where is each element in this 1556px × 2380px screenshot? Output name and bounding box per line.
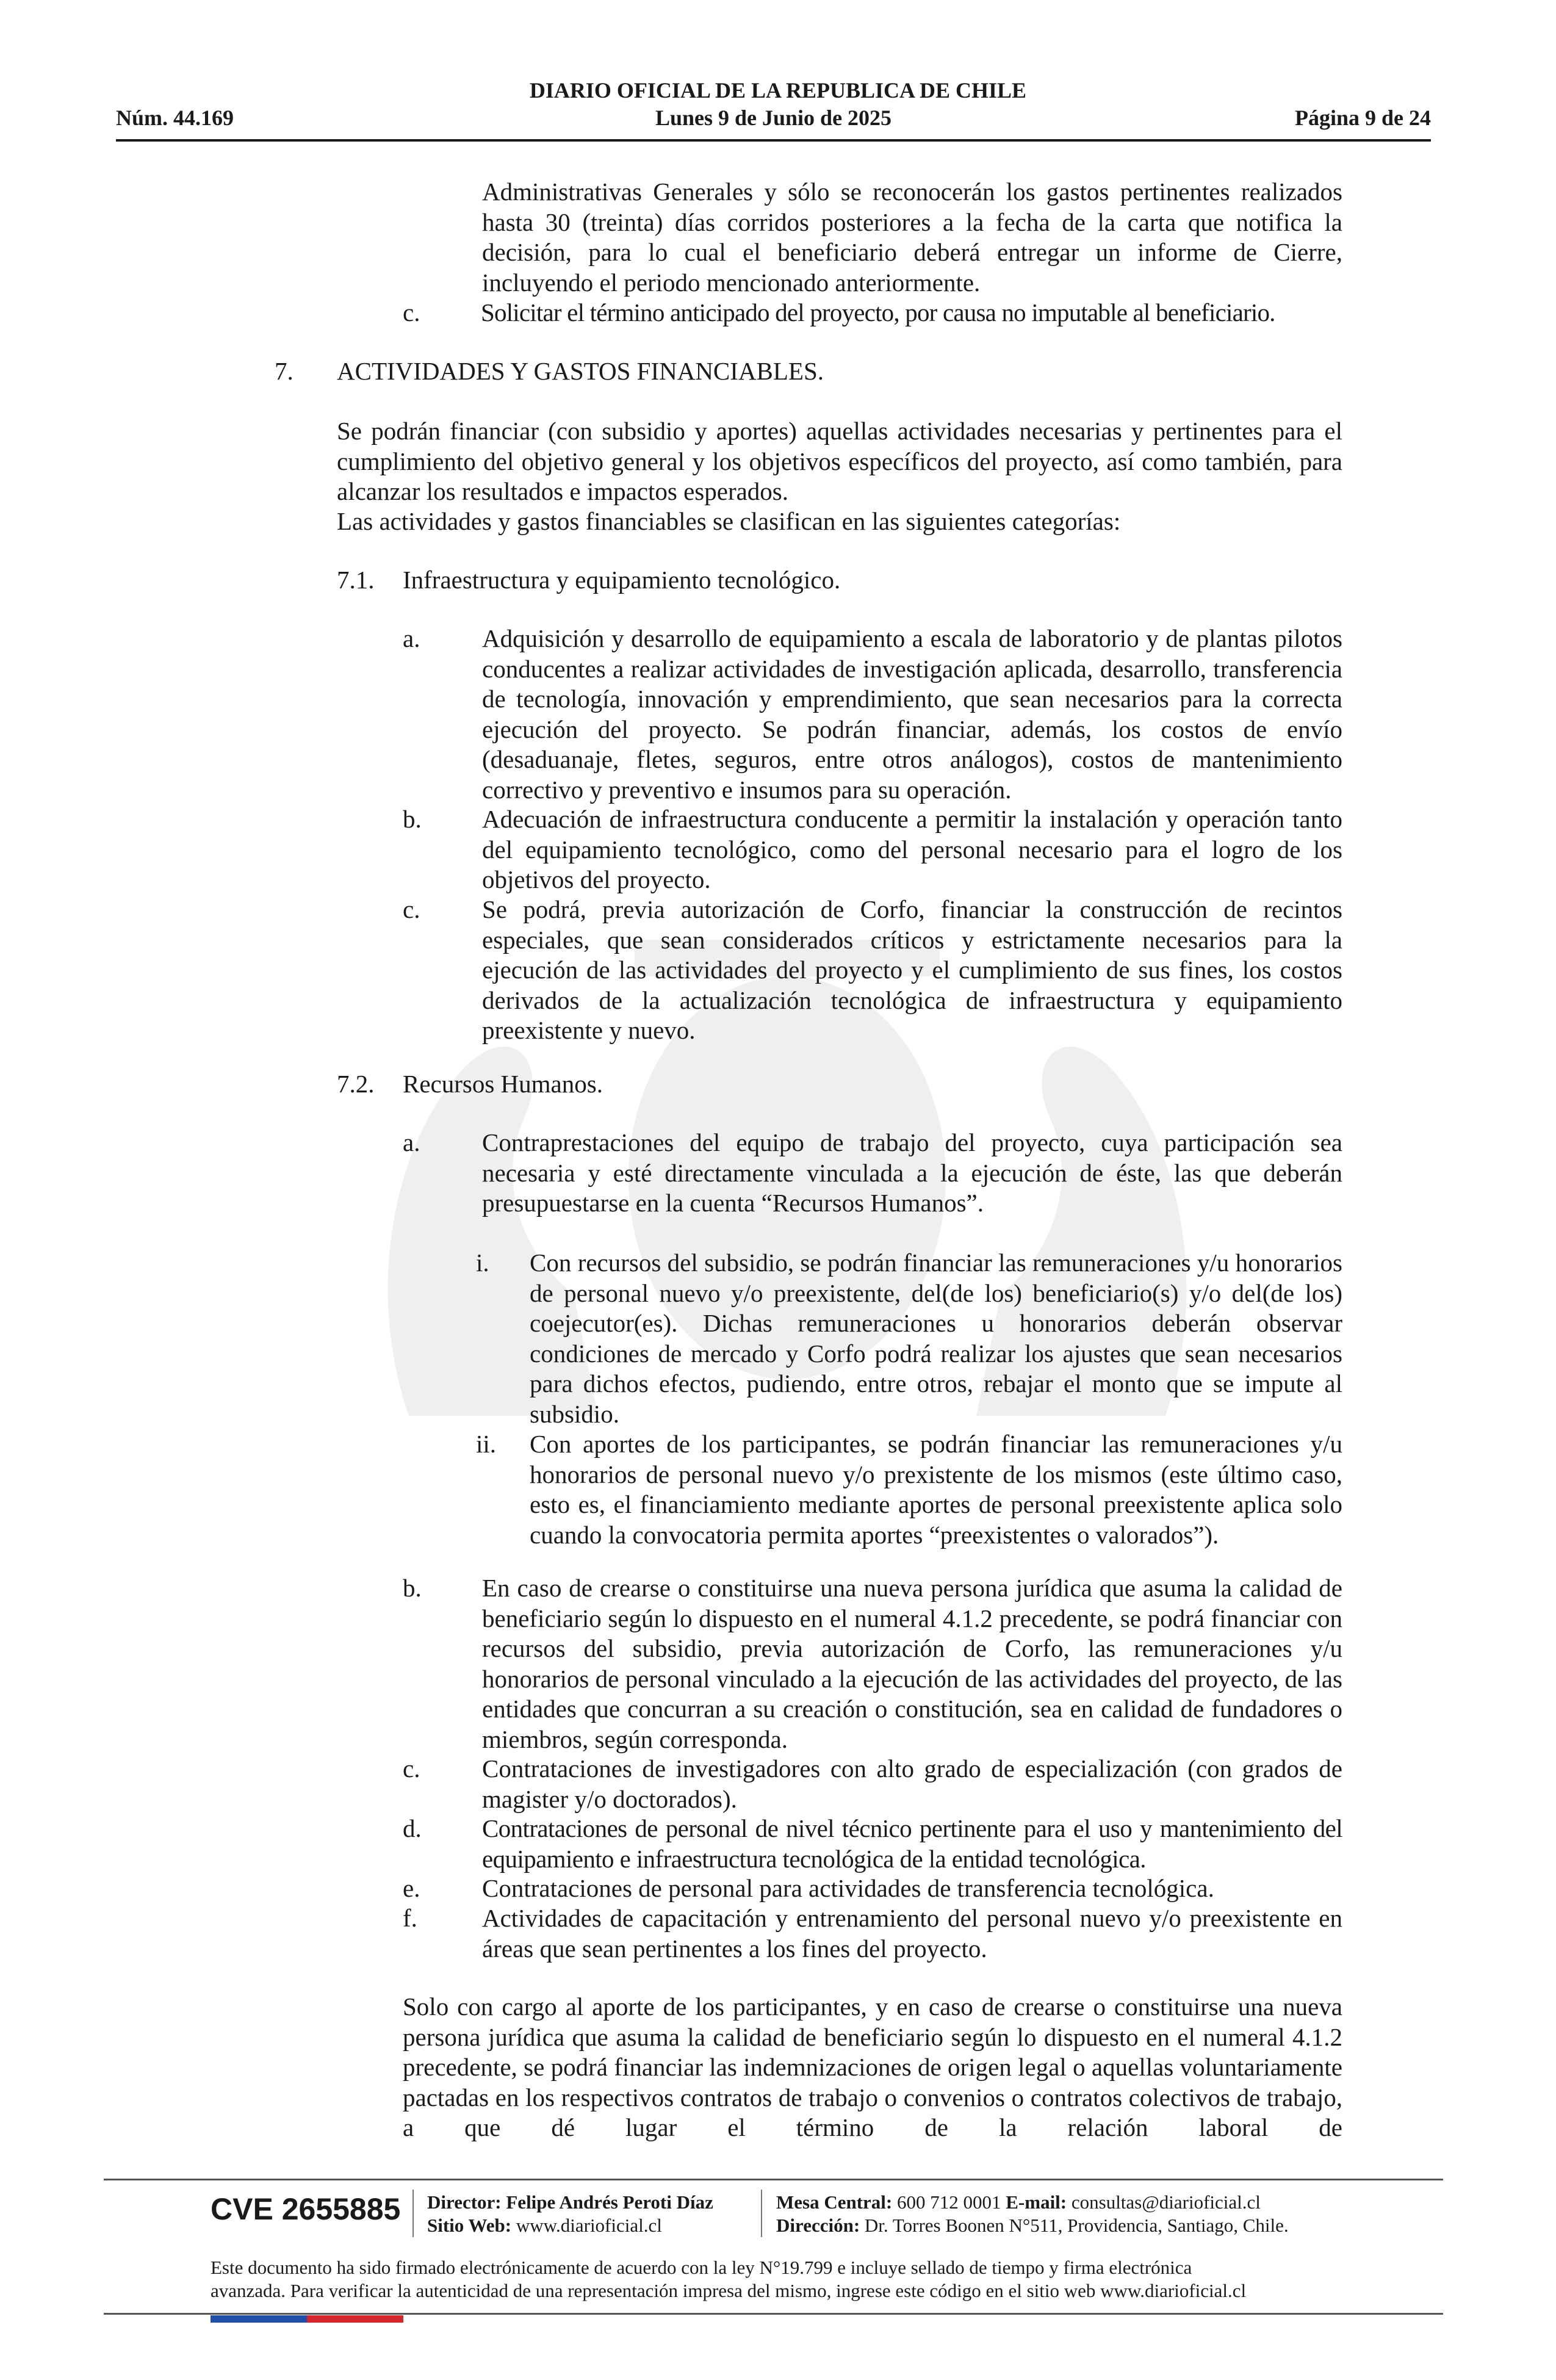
cve-code: CVE 2655885 — [211, 2192, 401, 2226]
list-marker: b. — [403, 805, 422, 833]
list-marker: b. — [403, 1574, 422, 1602]
legal-notice — [211, 2256, 1370, 2302]
roman-item-text: Con aportes de los participantes, se podrán financiar las remuneraciones y/u honorarios de personal nuevo y/o prexistente de los mismos (este último caso, esto es, el financiamiento mediante aportes de personal preexistente aplica solo cuando la convocatoria permita aportes “preexistentes o valorados”). — [530, 1430, 1342, 1549]
list-item-text: Se podrá, previa autorización de Corfo, financiar la construcción de recintos especiales, que sean considerados críticos y estrictamente necesarios para la ejecución de las actividades del proyecto y el cumplimiento de sus fines, los costos derivados de la actualización tecnológica de infraestructura y equipamiento preexistente y nuevo. — [482, 895, 1342, 1044]
footer-divider-top — [104, 2179, 1443, 2180]
mesa-phone: 600 712 0001 — [897, 2191, 1001, 2213]
issue-date: Lunes 9 de Junio de 2025 — [655, 106, 892, 130]
section-title: ACTIVIDADES Y GASTOS FINANCIABLES. — [337, 357, 824, 385]
list-item-text: Actividades de capacitación y entrenamiento del personal nuevo y/o preexistente en áreas que sean pertinentes a los fines del proyecto. — [482, 1904, 1342, 1963]
roman-item-text: Con recursos del subsidio, se podrán financiar las remuneraciones y/u honorarios de personal nuevo y/o preexistente, del(de los) beneficiario(s) y/o del(de los) coejecutor(es). Dichas remuneraciones u honorarios deberán observar condiciones de mercado y Corfo podrá realizar los ajustes que sean necesarios para dichos efectos, pudiendo, entre otros, rebajar el monto que se impute al subsidio. — [530, 1249, 1342, 1428]
list-item-text: Solicitar el término anticipado del proyecto, por causa no imputable al beneficiario. — [481, 298, 1275, 326]
section-intro: Se podrán financiar (con subsidio y aportes) aquellas actividades necesarias y pertinentes para el cumplimiento del objetivo general y los objetivos específicos del proyecto, así como también, para alcanzar los resultados e impactos esperados. — [337, 417, 1342, 505]
director-name: Felipe Andrés Peroti Díaz — [506, 2191, 713, 2213]
subsection-title: Infraestructura y equipamiento tecnológico. — [403, 566, 841, 594]
footer-director-block — [427, 2191, 713, 2237]
flag-stripe-blue — [211, 2315, 307, 2323]
list-marker: f. — [403, 1904, 417, 1932]
footer-separator — [412, 2190, 414, 2237]
roman-marker: ii. — [476, 1430, 497, 1458]
closing-paragraph: Solo con cargo al aporte de los participantes, y en caso de crearse o constituirse una nueva persona jurídica que asuma la calidad de beneficiario según lo dispuesto en el numeral 4.1.2 precedente, se podrá financiar las indemnizaciones de origen legal o aquellas voluntariamente pactadas en los respectivos contratos de trabajo o convenios o contratos colectivos de trabajo, a que dé lugar el término de la relación laboral de — [403, 1992, 1342, 2141]
list-marker: c. — [403, 298, 420, 326]
newspaper-title: DIARIO OFICIAL DE LA REPUBLICA DE CHILE — [529, 78, 1027, 103]
header-row — [116, 106, 1431, 131]
list-marker: e. — [403, 1874, 420, 1902]
subsection-number: 7.1. — [337, 566, 375, 594]
address-label: Dirección: — [776, 2215, 860, 2236]
legal-line-1: Este documento ha sido firmado electrónicamente de acuerdo con la ley N°19.799 e incluye sellado de tiempo y firma electrónica — [211, 2257, 1192, 2278]
list-item-text: Contrataciones de personal de nivel técnico pertinente para el uso y mantenimiento del equipamiento e infraestructura tecnológica de la entidad tecnológica. — [482, 1814, 1342, 1873]
address-text: Dr. Torres Boonen N°511, Providencia, Santiago, Chile. — [864, 2215, 1289, 2236]
list-item-text: Contraprestaciones del equipo de trabajo del proyecto, cuya participación sea necesaria y esté directamente vinculada a la ejecución de éste, las que deberán presupuestarse en la cuenta “Recursos Humanos”. — [482, 1128, 1342, 1217]
section-intro-2: Las actividades y gastos financiables se clasifican en las siguientes categorías: — [337, 507, 1121, 535]
list-marker: d. — [403, 1814, 422, 1842]
list-item-text: En caso de crearse o constituirse una nueva persona jurídica que asuma la calidad de beneficiario según lo dispuesto en el numeral 4.1.2 precedente, se podrá financiar con recursos del subsidio, previa autorización de Corfo, las remuneraciones y/u honorarios de personal vinculado a la ejecución de las actividades del proyecto, de las entidades que concurran a su creación o constitución, sea en calidad de fundadores o miembros, según corresponda. — [482, 1574, 1342, 1753]
list-marker: a. — [403, 1128, 420, 1156]
footer-divider-bottom — [104, 2313, 1443, 2315]
section-number: 7. — [275, 357, 294, 385]
flag-stripe-red — [307, 2315, 403, 2323]
list-marker: a. — [403, 624, 420, 652]
list-item-text: Adecuación de infraestructura conducente a permitir la instalación y operación tanto del equipamiento tecnológico, como del personal necesario para el logro de los objetivos del proyecto. — [482, 805, 1342, 893]
list-marker: c. — [403, 895, 420, 923]
site-label: Sitio Web: — [427, 2215, 512, 2236]
roman-marker: i. — [476, 1249, 489, 1277]
subsection-number: 7.2. — [337, 1070, 375, 1098]
director-label: Director: — [427, 2191, 502, 2213]
email-link[interactable]: consultas@diarioficial.cl — [1071, 2191, 1261, 2213]
continued-paragraph: Administrativas Generales y sólo se reconocerán los gastos pertinentes realizados hasta 30 (treinta) días corridos posteriores a la fecha de la carta que notifica la decisión, para lo cual el beneficiario deberá entregar un informe de Cierre, incluyendo el periodo mencionado anteriormente. — [482, 178, 1342, 297]
email-label: E-mail: — [1006, 2191, 1067, 2213]
list-item-text: Contrataciones de personal para actividades de transferencia tecnológica. — [482, 1874, 1214, 1902]
legal-line-2: avanzada. Para verificar la autenticidad de una representación impresa del mismo, ingrese este código en el sitio web www.diarioficial.cl — [211, 2280, 1247, 2301]
header-divider — [116, 139, 1431, 142]
list-item-text: Adquisición y desarrollo de equipamiento a escala de laboratorio y de plantas pilotos conducentes a realizar actividades de investigación aplicada, desarrollo, transferencia de tecnología, innovación y emprendimiento, que sean necesarios para la correcta ejecución del proyecto. Se podrán financiar, además, los costos de envío (desaduanaje, fletes, seguros, entre otros análogos), costos de mantenimiento correctivo y preventivo e insumos para su operación. — [482, 624, 1342, 804]
footer-contact-block — [776, 2191, 1289, 2237]
subsection-title: Recursos Humanos. — [403, 1070, 603, 1098]
footer-separator — [761, 2190, 762, 2237]
site-link[interactable]: www.diarioficial.cl — [516, 2215, 662, 2236]
list-item-text: Contrataciones de investigadores con alto grado de especialización (con grados de magister y/o doctorados). — [482, 1754, 1342, 1813]
mesa-label: Mesa Central: — [776, 2191, 893, 2213]
issue-number: Núm. 44.169 — [116, 106, 234, 130]
list-marker: c. — [403, 1754, 420, 1783]
page-number: Página 9 de 24 — [1294, 106, 1431, 130]
